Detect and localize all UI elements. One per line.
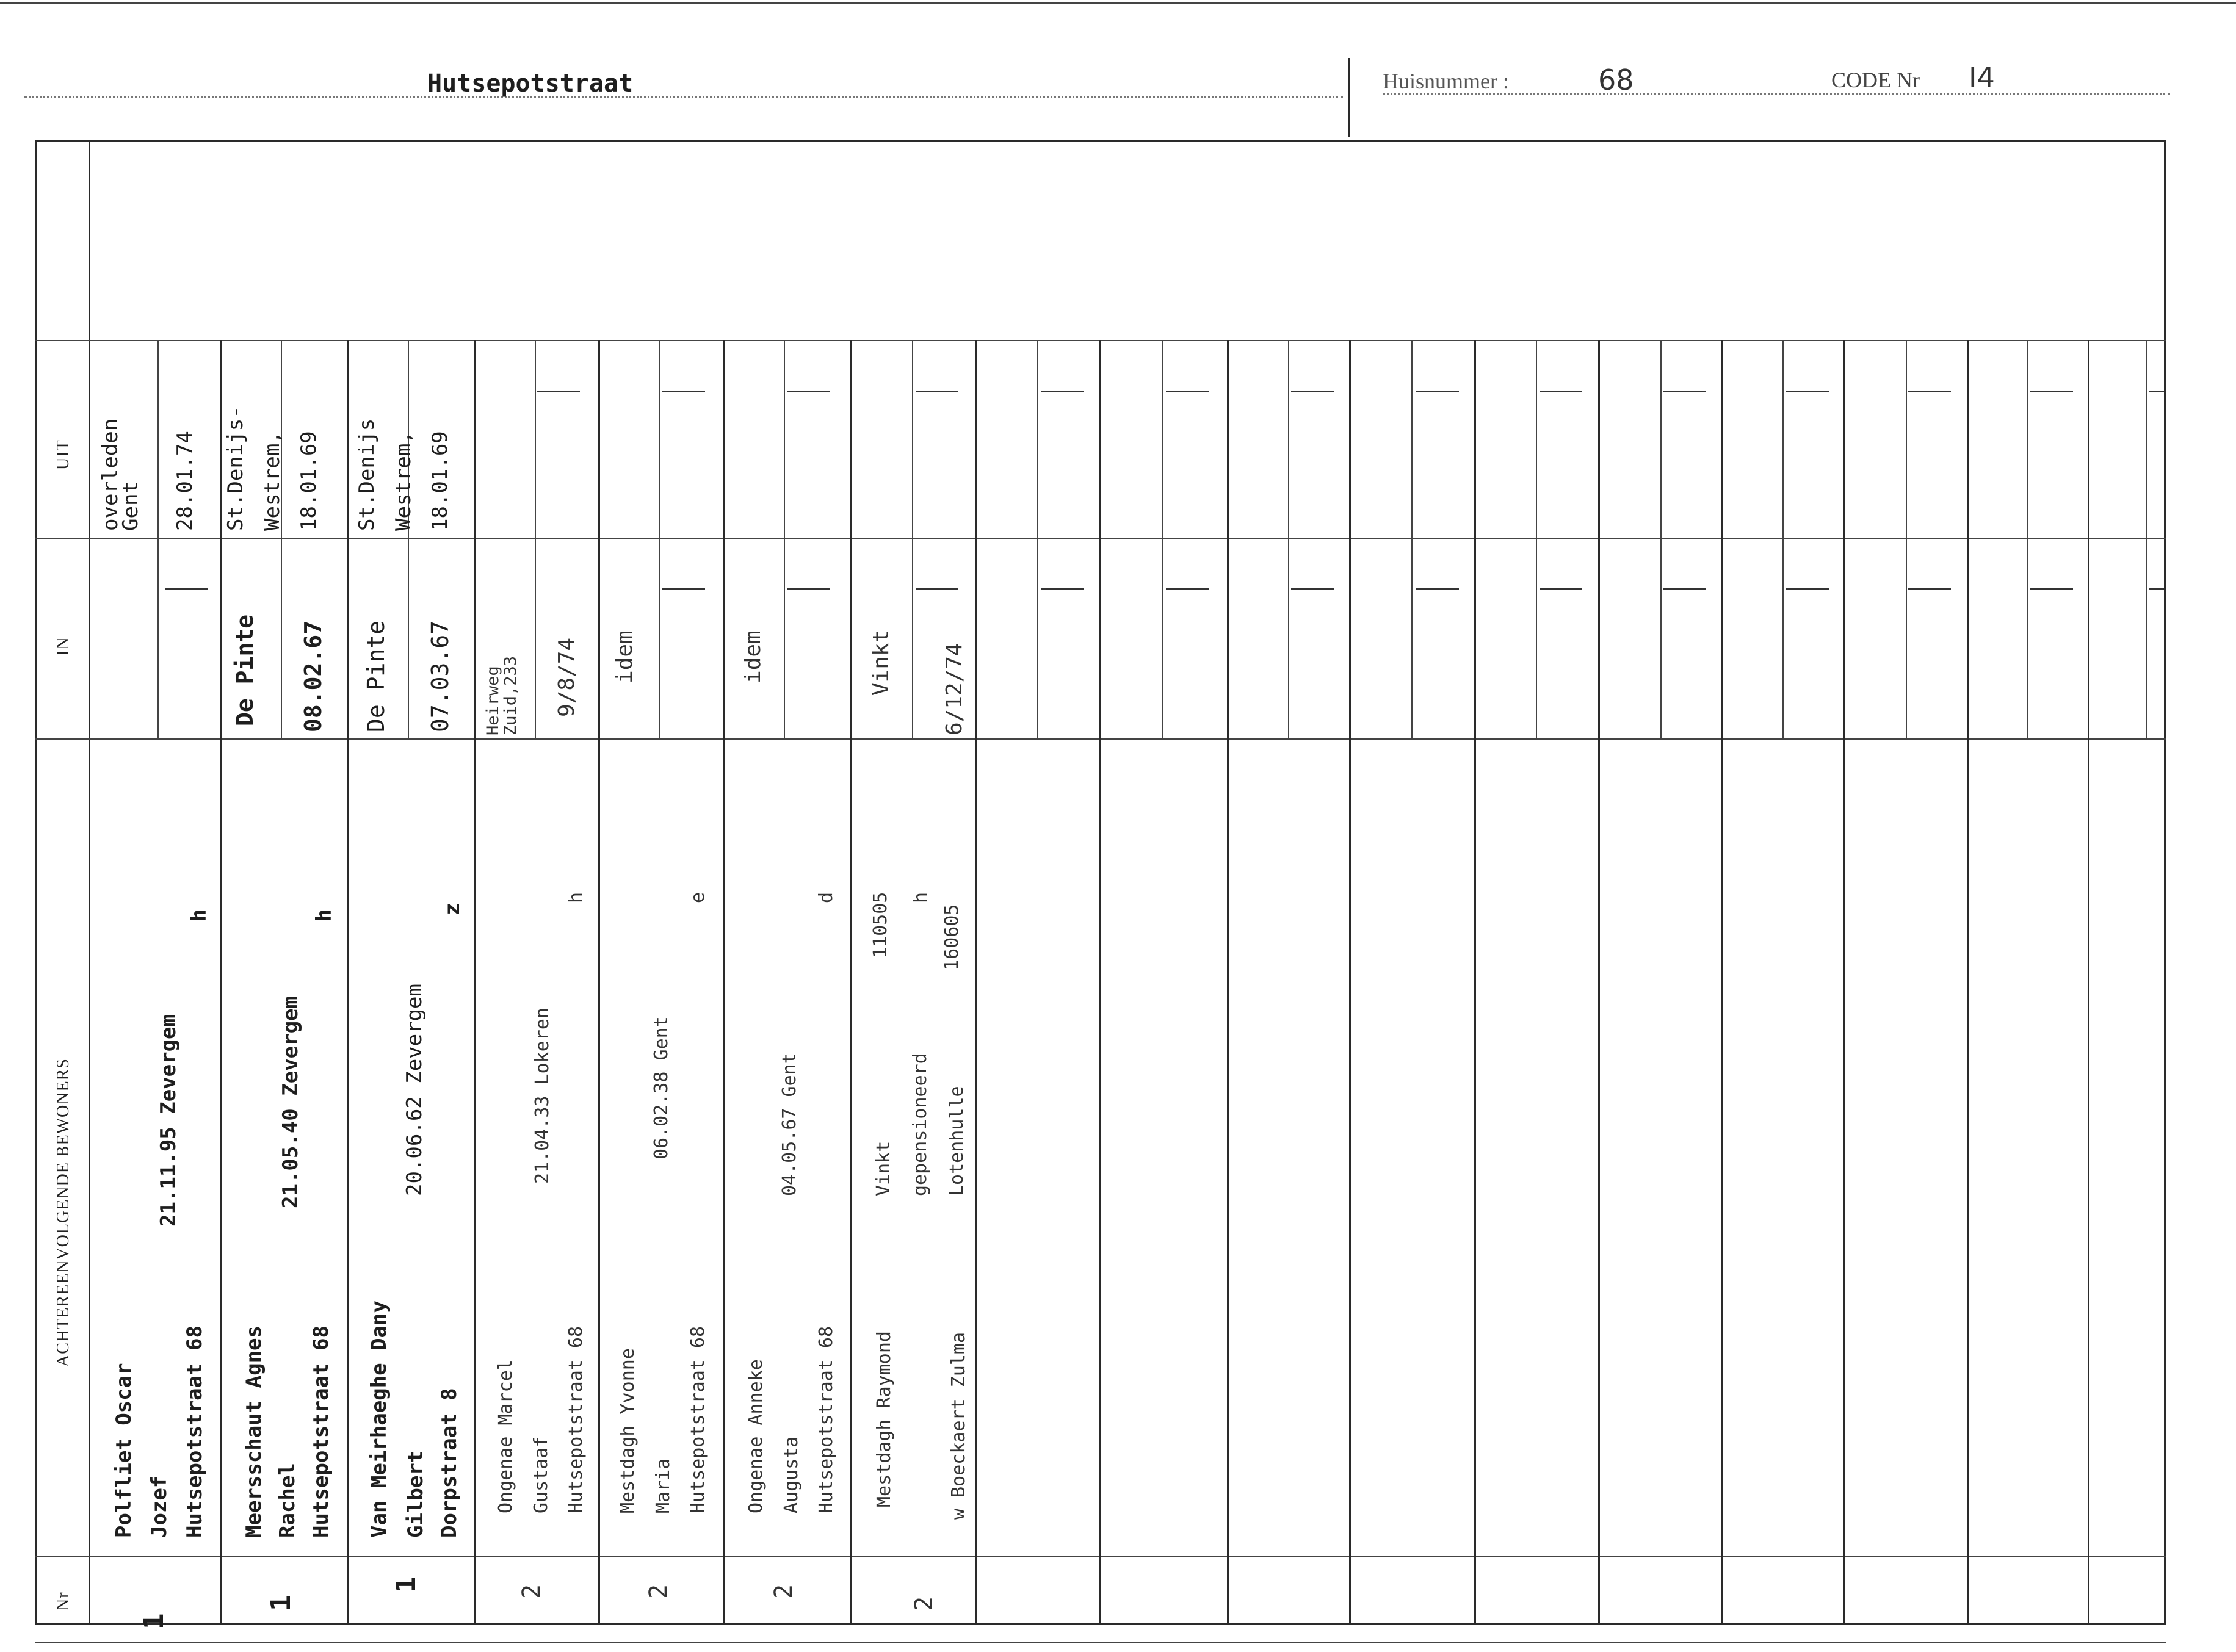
sub-sep <box>784 340 785 738</box>
resident-name: Meersschaut Agnes <box>242 1326 266 1538</box>
resident-number-2: 160605 <box>941 904 963 970</box>
col-sep <box>1099 340 1101 1625</box>
sub-sep <box>281 340 282 738</box>
column-label-nr: Nr <box>54 1592 73 1611</box>
empty-dash <box>1416 588 1459 590</box>
resident-given-name: Rachel <box>275 1463 300 1538</box>
row-number: 1 <box>139 1613 170 1629</box>
resident-given-name: Jozef <box>147 1475 172 1538</box>
uit-date: 18.01.69 <box>428 431 452 531</box>
col-sep <box>1598 340 1600 1625</box>
resident-address: Hutsepotstraat 68 <box>309 1326 333 1538</box>
resident-given-name: Gustaaf <box>530 1436 552 1513</box>
row-number: 2 <box>770 1584 798 1599</box>
sub-sep <box>1162 340 1163 738</box>
in-band-top <box>35 538 2166 539</box>
uit-place-2: Gent <box>118 481 143 531</box>
col-sep <box>975 340 977 1625</box>
empty-dash <box>1291 391 1334 392</box>
empty-dash <box>2030 588 2073 590</box>
col-sep <box>2088 340 2089 1625</box>
in-date: 9/8/74 <box>554 637 579 717</box>
empty-dash <box>1540 391 1582 392</box>
sub-sep <box>1288 340 1289 738</box>
birth-info: 21.05.40 Zevergem <box>278 996 303 1208</box>
house-number-label: Huisnummer : <box>1383 69 1509 93</box>
resident-name: Mestdagh Yvonne <box>617 1348 639 1513</box>
empty-dash <box>1041 391 1084 392</box>
col-sep <box>598 340 600 1625</box>
in-place: Vinkt <box>869 629 894 696</box>
empty-dash <box>787 391 830 392</box>
sub-sep <box>1411 340 1413 738</box>
resident-name: Polfliet Oscar <box>112 1363 136 1538</box>
street-name: Hutsepotstraat <box>427 70 634 98</box>
resident-address: Hutsepotstraat 68 <box>565 1326 587 1513</box>
label-column-border <box>89 140 90 1625</box>
col-sep <box>850 340 852 1625</box>
in-place: idem <box>612 630 637 684</box>
uit-place-2: Westrem, <box>260 431 284 531</box>
column-label-uit: UIT <box>54 439 73 470</box>
empty-dash <box>537 391 580 392</box>
sub-sep <box>1906 340 1907 738</box>
uit-place-2: Westrem, <box>391 431 416 531</box>
birth-info: 21.11.95 Zevergem <box>156 1014 181 1227</box>
sub-sep <box>2027 340 2028 738</box>
empty-dash <box>916 588 958 590</box>
resident-info-2: gepensioneerd <box>910 1053 931 1196</box>
household-code: z <box>440 903 465 915</box>
col-sep <box>1721 340 1723 1625</box>
empty-dash <box>165 588 208 590</box>
empty-dash <box>1786 391 1829 392</box>
birth-info: 04.05.67 Gent <box>779 1053 800 1196</box>
sub-sep <box>912 340 913 738</box>
uit-place: overleden <box>98 418 123 531</box>
in-place: idem <box>740 630 765 684</box>
resident-address: Hutsepotstraat 68 <box>816 1326 837 1513</box>
empty-dash <box>1786 588 1829 590</box>
resident-info-1: Vinkt <box>873 1141 894 1196</box>
empty-dash <box>1540 588 1582 590</box>
resident-number-1: 110505 <box>870 892 891 958</box>
table-left-border <box>35 140 37 1625</box>
empty-dash <box>2149 391 2164 392</box>
household-code: h <box>565 892 587 903</box>
empty-dash <box>662 391 705 392</box>
table-top-border <box>35 140 2166 142</box>
in-place: De Pinte <box>363 620 389 732</box>
residents-band-top <box>35 738 2166 740</box>
uit-band-top <box>35 340 2166 341</box>
bottom-stub-line <box>35 1642 2166 1643</box>
in-place-2: Zuid,233 <box>501 655 520 735</box>
col-sep <box>1349 340 1351 1625</box>
row-number: 2 <box>910 1596 938 1611</box>
sub-sep <box>1782 340 1784 738</box>
row-number: 1 <box>266 1595 297 1611</box>
resident-info-3: Lotenhulle <box>946 1086 968 1196</box>
household-code: h <box>312 909 336 922</box>
birth-info: 06.02.38 Gent <box>651 1016 672 1160</box>
table-bottom-border <box>35 1623 2166 1625</box>
household-code: e <box>687 892 709 903</box>
resident-given-name: Gilbert <box>403 1450 428 1538</box>
column-label-in: IN <box>54 637 73 656</box>
sub-sep <box>659 340 660 738</box>
code-label: CODE Nr <box>1831 68 1920 92</box>
resident-name: Ongenae Anneke <box>745 1359 767 1513</box>
empty-dash <box>1908 588 1951 590</box>
sub-sep <box>157 340 159 738</box>
in-date: 6/12/74 <box>942 643 967 735</box>
household-code: h <box>187 909 211 922</box>
resident-name: Van Meirhaeghe Dany <box>367 1300 391 1538</box>
col-sep <box>723 340 725 1625</box>
empty-dash <box>1416 391 1459 392</box>
resident-address: Hutsepotstraat 68 <box>687 1326 709 1513</box>
col-sep <box>220 340 222 1625</box>
code-value: I4 <box>1969 61 1995 94</box>
empty-dash <box>2030 391 2073 392</box>
uit-date: 18.01.69 <box>297 431 321 531</box>
empty-dash <box>787 588 830 590</box>
row-number: 1 <box>391 1576 422 1593</box>
resident-name: Ongenae Marcel <box>495 1359 516 1513</box>
resident-address: Dorpstraat 8 <box>437 1388 461 1538</box>
empty-dash <box>916 391 958 392</box>
birth-info: 20.06.62 Zevergem <box>402 984 427 1196</box>
row-number: 2 <box>518 1584 546 1599</box>
uit-place: St.Denijs- <box>223 406 248 531</box>
empty-dash <box>1041 588 1084 590</box>
col-sep <box>347 340 349 1625</box>
empty-dash <box>662 588 705 590</box>
in-place: De Pinte <box>231 614 258 726</box>
in-place: Heirweg <box>483 666 502 735</box>
row-number: 2 <box>645 1584 673 1599</box>
in-date: 08.02.67 <box>300 620 327 732</box>
sub-sep <box>1037 340 1038 738</box>
sub-sep <box>408 340 409 738</box>
empty-dash <box>1291 588 1334 590</box>
empty-dash <box>2149 588 2164 590</box>
empty-dash <box>1663 391 1706 392</box>
empty-dash <box>1166 391 1209 392</box>
in-date: 07.03.67 <box>427 620 454 732</box>
empty-dash <box>1908 391 1951 392</box>
empty-dash <box>1663 588 1706 590</box>
resident-name: Mestdagh Raymond <box>874 1331 895 1507</box>
sub-sep <box>1536 340 1537 738</box>
empty-dash <box>1166 588 1209 590</box>
column-label-residents: ACHTEREENVOLGENDE BEWONERS <box>54 1058 73 1367</box>
resident-address: Hutsepotstraat 68 <box>183 1326 207 1538</box>
col-sep <box>1227 340 1229 1625</box>
household-code: h <box>910 892 932 903</box>
sub-sep <box>1660 340 1662 738</box>
house-number-value: 68 <box>1598 63 1634 96</box>
col-sep <box>1843 340 1845 1625</box>
col-sep <box>1967 340 1969 1625</box>
table-right-border <box>2164 140 2166 1625</box>
household-code: d <box>816 892 837 903</box>
resident-given-name: Maria <box>653 1458 674 1513</box>
nr-band-top <box>35 1556 2166 1557</box>
resident-given-name: Augusta <box>781 1436 802 1513</box>
col-sep <box>1474 340 1476 1625</box>
sub-sep <box>535 340 536 738</box>
sub-sep <box>2146 340 2147 738</box>
uit-date: 28.01.74 <box>173 431 197 531</box>
uit-place: St.Denijs <box>355 418 379 531</box>
resident-name-2: w Boeckaert Zulma <box>948 1332 969 1520</box>
col-sep <box>474 340 476 1625</box>
birth-info: 21.04.33 Lokeren <box>532 1008 553 1184</box>
